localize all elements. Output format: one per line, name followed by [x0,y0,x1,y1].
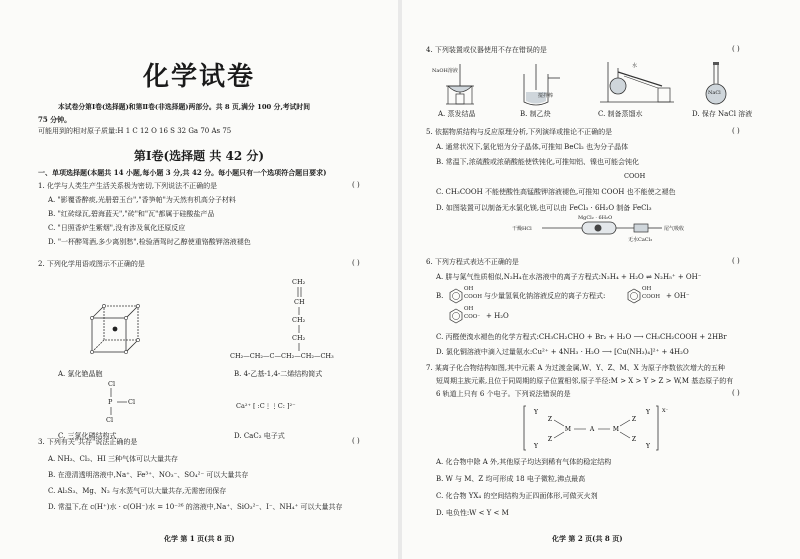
svg-text:A: A [589,426,595,433]
q5-option-d: D. 如图装置可以制备无水氯化镁,也可以由 FeCl₃ · 6H₂O 制备 FeCl₃ [436,204,652,212]
q2-option-b: B. 4-乙基-1,4-二烯结构简式 [234,370,323,378]
pcl3-cl-bottom: Cl [106,416,114,424]
q2-answer-paren: ( ) [352,259,360,267]
ionic-compound-structure-figure [522,404,669,452]
q5-stem: 5. 依据物质结构与反应原理分析,下列演绎或推论不正确的是 [426,128,613,136]
q1-stem: 1. 化学与人类生产生活关系极为密切,下列说法不正确的是 [38,182,218,190]
q3-option-d: D. 常温下,在 c(H⁺)水 · c(OH⁻)水 = 10⁻²⁶ 的溶液中,Na⁺、SiO₃²⁻、I⁻、NH₄⁺ 可以大量共存 [48,503,343,511]
q6b-cooh-2: COOH [642,294,661,300]
svg-text:M: M [612,426,620,433]
svg-text:Y: Y [534,409,538,416]
q4-stem: 4. 下列装置或仪器使用不存在错误的是 [426,46,547,54]
q1-option-a: A. "影覆香醉痰,光册碧玉台","香笋帕"为天然有机高分子材料 [48,196,236,204]
benzene-ring-icon [448,308,464,324]
q2-option-c: C. 三氯化磷结构式 [58,432,117,440]
q2-chain-main: CH₂—CH₂—C—CH₂—CH₂—CH₃ [230,352,334,360]
svg-text:Z: Z [547,436,553,443]
q5-option-a: A. 通常状况下,氯化铝为分子晶体,可推知 BeCl₂ 也为分子晶体 [436,143,629,151]
q2-chain-bonds [297,307,303,357]
q2-option-d: D. CaC₂ 电子式 [234,432,285,440]
q4-option-d: D. 保存 NaCl 溶液 [692,110,753,118]
page-footer-1: 化学 第 1 页(共 8 页) [164,534,235,543]
q2-option-a: A. 氯化铯晶胞 [58,370,103,378]
q6-answer-paren: ( ) [732,257,740,265]
page-footer-2: 化学 第 2 页(共 8 页) [552,534,623,543]
q1-answer-paren: ( ) [352,181,360,189]
q7-option-d: D. 电负性:W < Y < M [436,509,509,517]
q6b-oh-2: OH [642,286,652,292]
q7-option-a: A. 化合物中除 A 外,其他原子均达到稀有气体的稳定结构 [436,458,612,466]
q1-option-b: B. "红砖绿瓦,碧海蓝天","砖"和"瓦"都属于硅酸盐产品 [48,210,215,218]
q2-stem: 2. 下列化学用语或图示不正确的是 [38,260,145,268]
svg-text:Z: Z [631,436,637,443]
q3-answer-paren: ( ) [352,437,360,445]
pcl3-cl-right: Cl [128,398,136,406]
q6-option-c: C. 丙醛使溴水褪色的化学方程式:CH₃CH₂CHO + Br₂ + H₂O ⟶ CH₃CH₂COOH + 2HBr [436,333,727,341]
q4-option-b: B. 制乙炔 [520,110,551,118]
q2-chain-ch2c: CH₂ [292,334,306,342]
svg-text:X⁻: X⁻ [662,408,669,414]
q4-option-a: A. 蒸发结晶 [438,110,476,118]
page-2 [402,0,800,559]
page-1 [0,0,398,559]
q6-option-b-tail: + OH⁻ [666,292,690,300]
q6-option-d: D. 氯化铜溶液中滴入过量氨水:Cu²⁺ + 4NH₃ · H₂O ⟶ [Cu(NH₃)₄]²⁺ + 4H₂O [436,348,689,356]
q6b-oh-3: OH [464,306,474,312]
exam-title: 化学试卷 [142,62,255,92]
fig-label-hcl: 干燥HCl [512,226,532,232]
label-nacl: NaCl [708,90,721,96]
svg-text:Y: Y [646,443,650,450]
distillation-apparatus-figure [598,62,678,106]
acetylene-apparatus-figure [514,64,564,108]
svg-text:Z: Z [547,416,553,423]
q6-stem: 6. 下列方程式表达不正确的是 [426,258,519,266]
q1-option-c: C. "日照香炉生紫烟",没有涉及氧化还原反应 [48,224,186,232]
q3-option-a: A. NH₃、Cl₂、HI 三种气体可以大量共存 [48,455,179,463]
volumetric-flask-figure [704,62,728,106]
q7-stem-3: 6 轨道上只有 6 个电子。下列说法错误的是 [436,390,571,398]
part-one-heading: 一、单项选择题(本题共 14 小题,每小题 3 分,共 42 分。每小题只有一个选项符合题目要求) [38,168,327,177]
q5-answer-paren: ( ) [732,127,740,135]
q1-option-d: D. "一杯醉驾酒,多少离别愁",检验酒驾时乙醇使重铬酸钾溶液褪色 [48,238,251,246]
q5-cooh-top: COOH [624,172,646,180]
q6b-cooh-1: COOH [464,294,483,300]
q3-option-b: B. 在澄清透明溶液中,Na⁺、Fe³⁺、NO₃⁻、SO₄²⁻ 可以大量共存 [48,471,249,479]
q3-option-c: C. Al₂S₃、Mg、N₂ 与水蒸气可以大量共存,无需密闭保存 [48,487,227,495]
q6-option-b-tail2: + H₂O [486,312,509,320]
q4-answer-paren: ( ) [732,45,740,53]
pcl3-cl-top: Cl [108,380,116,388]
svg-text:Y: Y [646,409,650,416]
pcl3-p: P [108,398,113,406]
q4-option-c: C. 制备蒸馏水 [598,110,643,118]
benzene-ring-icon [448,288,464,304]
q6b-oh-1: OH [464,286,474,292]
benzene-ring-icon [626,288,642,304]
q7-option-b: B. W 与 M、Z 均可形成 18 电子微粒,沸点最高 [436,475,586,483]
q5-option-b: B. 常温下,浓硫酸或浓硝酸能使铁钝化,可推知铝、镍也可能会钝化 [436,158,640,166]
svg-text:M: M [564,426,572,433]
svg-text:Z: Z [631,416,637,423]
atomic-mass-line: 可能用到的相对原子质量:H 1 C 12 O 16 S 32 Ga 70 As 75 [38,127,232,135]
q7-stem-2: 短周期主族元素,且位于同周期的原子位置相邻,原子半径:M > X > Y > Z > W,M 基态原子的有 [436,377,734,385]
q7-answer-paren: ( ) [732,389,740,397]
q6-option-b: 与少量氢氧化钠溶液反应的离子方程式: [484,292,606,300]
label-stir: 搅拌棒 [538,93,554,99]
q5-option-c: C. CH₃COOH 不能使酸性高锰酸钾溶液褪色,可推知 COOH 也不能使之褪色 [436,188,676,196]
label-naoh: NaOH溶液 [432,68,458,74]
cac2-electron-formula: Ca²⁺ [ :C⋮⋮C: ]²⁻ [236,402,296,410]
svg-text:Y: Y [534,443,538,450]
q6-option-b-letter: B. [436,292,444,300]
q6b-coo-3: COO⁻ [464,314,481,320]
q2-chain-ch2b: CH₂ [292,316,306,324]
q6-option-a: A. 肼与氮气性质相似,N₂H₄在水溶液中的离子方程式:N₂H₄ + H₂O ⇌ N₂H₅⁺ + OH⁻ [436,273,702,281]
fig-label-tail: 尾气吸收 [664,226,685,232]
q7-option-c: C. 化合物 YX₄ 的空间结构为正四面体形,可做灭火剂 [436,492,598,500]
pcl3-bonds [108,388,138,418]
cscl-unit-cell-figure [92,304,152,364]
fig-label-cacl2: 无水CaCl₂ [628,237,653,243]
q7-stem-1: 7. 某离子化合物结构如图,其中元素 A 为过渡金属,W、Y、Z、M、X 为原子序数依次增大的五种 [426,364,725,372]
fig-label-mgcl2: MgCl₂ · 6H₂O [578,215,613,221]
intro-line-2: 75 分钟。 [38,115,72,124]
q2-chain-ch: CH [294,298,305,306]
q3-stem: 3. 下列有关"共存"说法正确的是 [38,438,138,446]
section-title: 第Ⅰ卷(选择题 共 42 分) [133,149,265,163]
label-water: 水 [632,63,638,69]
q2-chain-ch2: CH₂ [292,278,306,286]
intro-line-1: 本试卷分第Ⅰ卷(选择题)和第Ⅱ卷(非选择题)两部分。共 8 页,满分 100 分,考试时间 [58,103,310,111]
